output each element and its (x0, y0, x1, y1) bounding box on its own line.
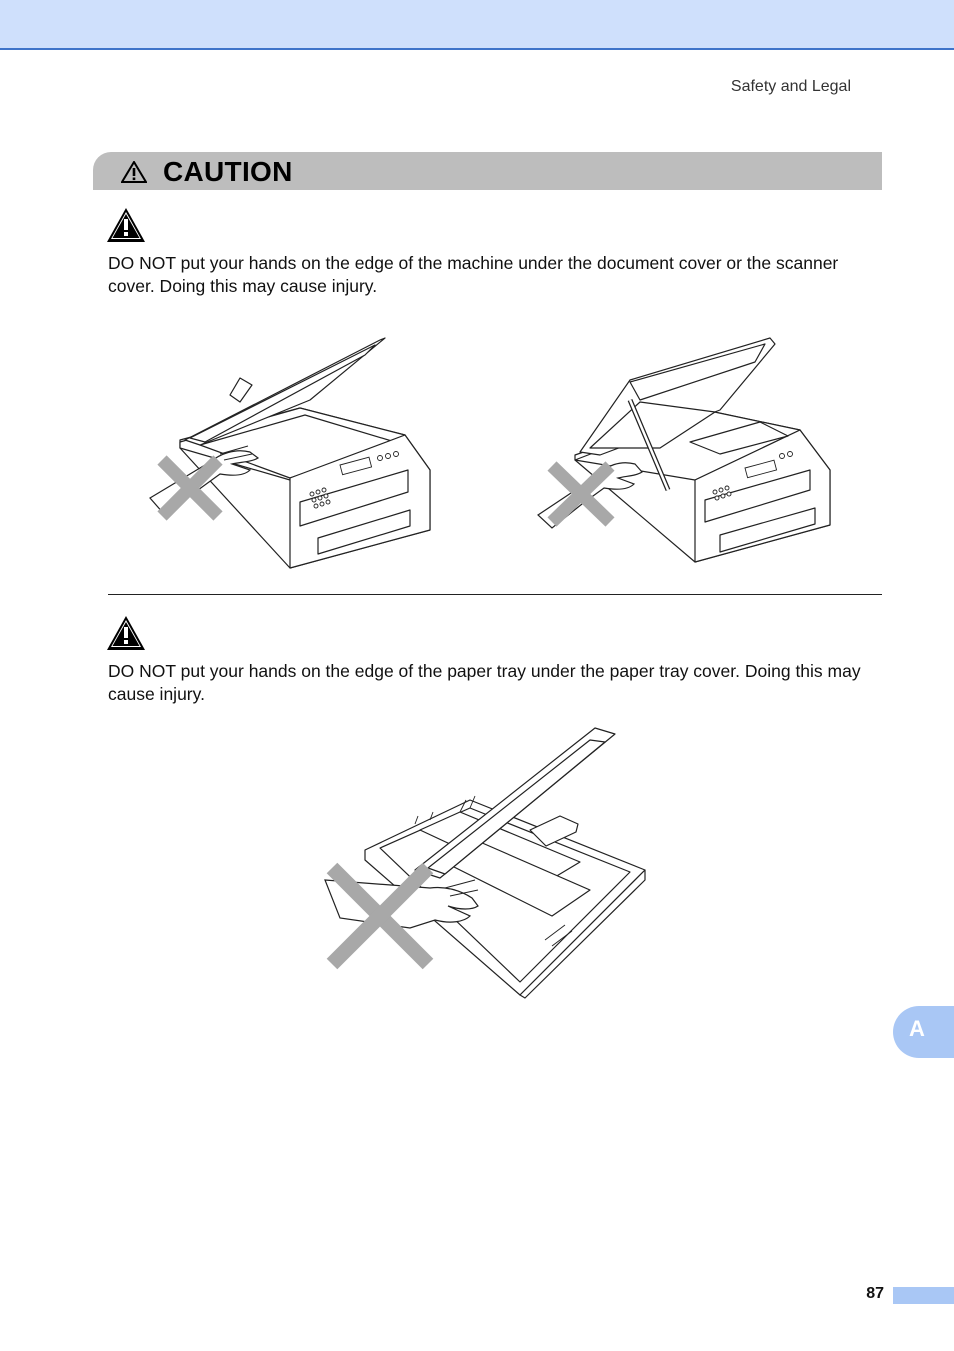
page-number-tab (893, 1287, 954, 1304)
warning-text-document-cover: DO NOT put your hands on the edge of the machine under the document cover or the scanner cover. Doing this may cause injury. (108, 253, 839, 296)
machine-scanner-cover-illustration (530, 330, 840, 575)
machine-document-cover-illustration (140, 330, 440, 580)
paper-tray-illustration (320, 720, 650, 1000)
warning-triangle-icon (121, 161, 147, 183)
warning-triangle-icon (106, 615, 146, 651)
header-band (0, 0, 954, 50)
warning-triangle-icon (106, 207, 146, 243)
section-divider (108, 594, 882, 595)
chapter-tab (893, 1006, 954, 1058)
warning-text-paper-tray: DO NOT put your hands on the edge of the paper tray under the paper tray cover. Doing this may cause injury. (108, 661, 861, 704)
page-number: 87 (866, 1285, 884, 1302)
caution-bar (93, 152, 882, 190)
caution-title: CAUTION (163, 156, 293, 187)
chapter-tab-label: A (909, 1016, 925, 1041)
running-header: Safety and Legal (730, 78, 851, 95)
